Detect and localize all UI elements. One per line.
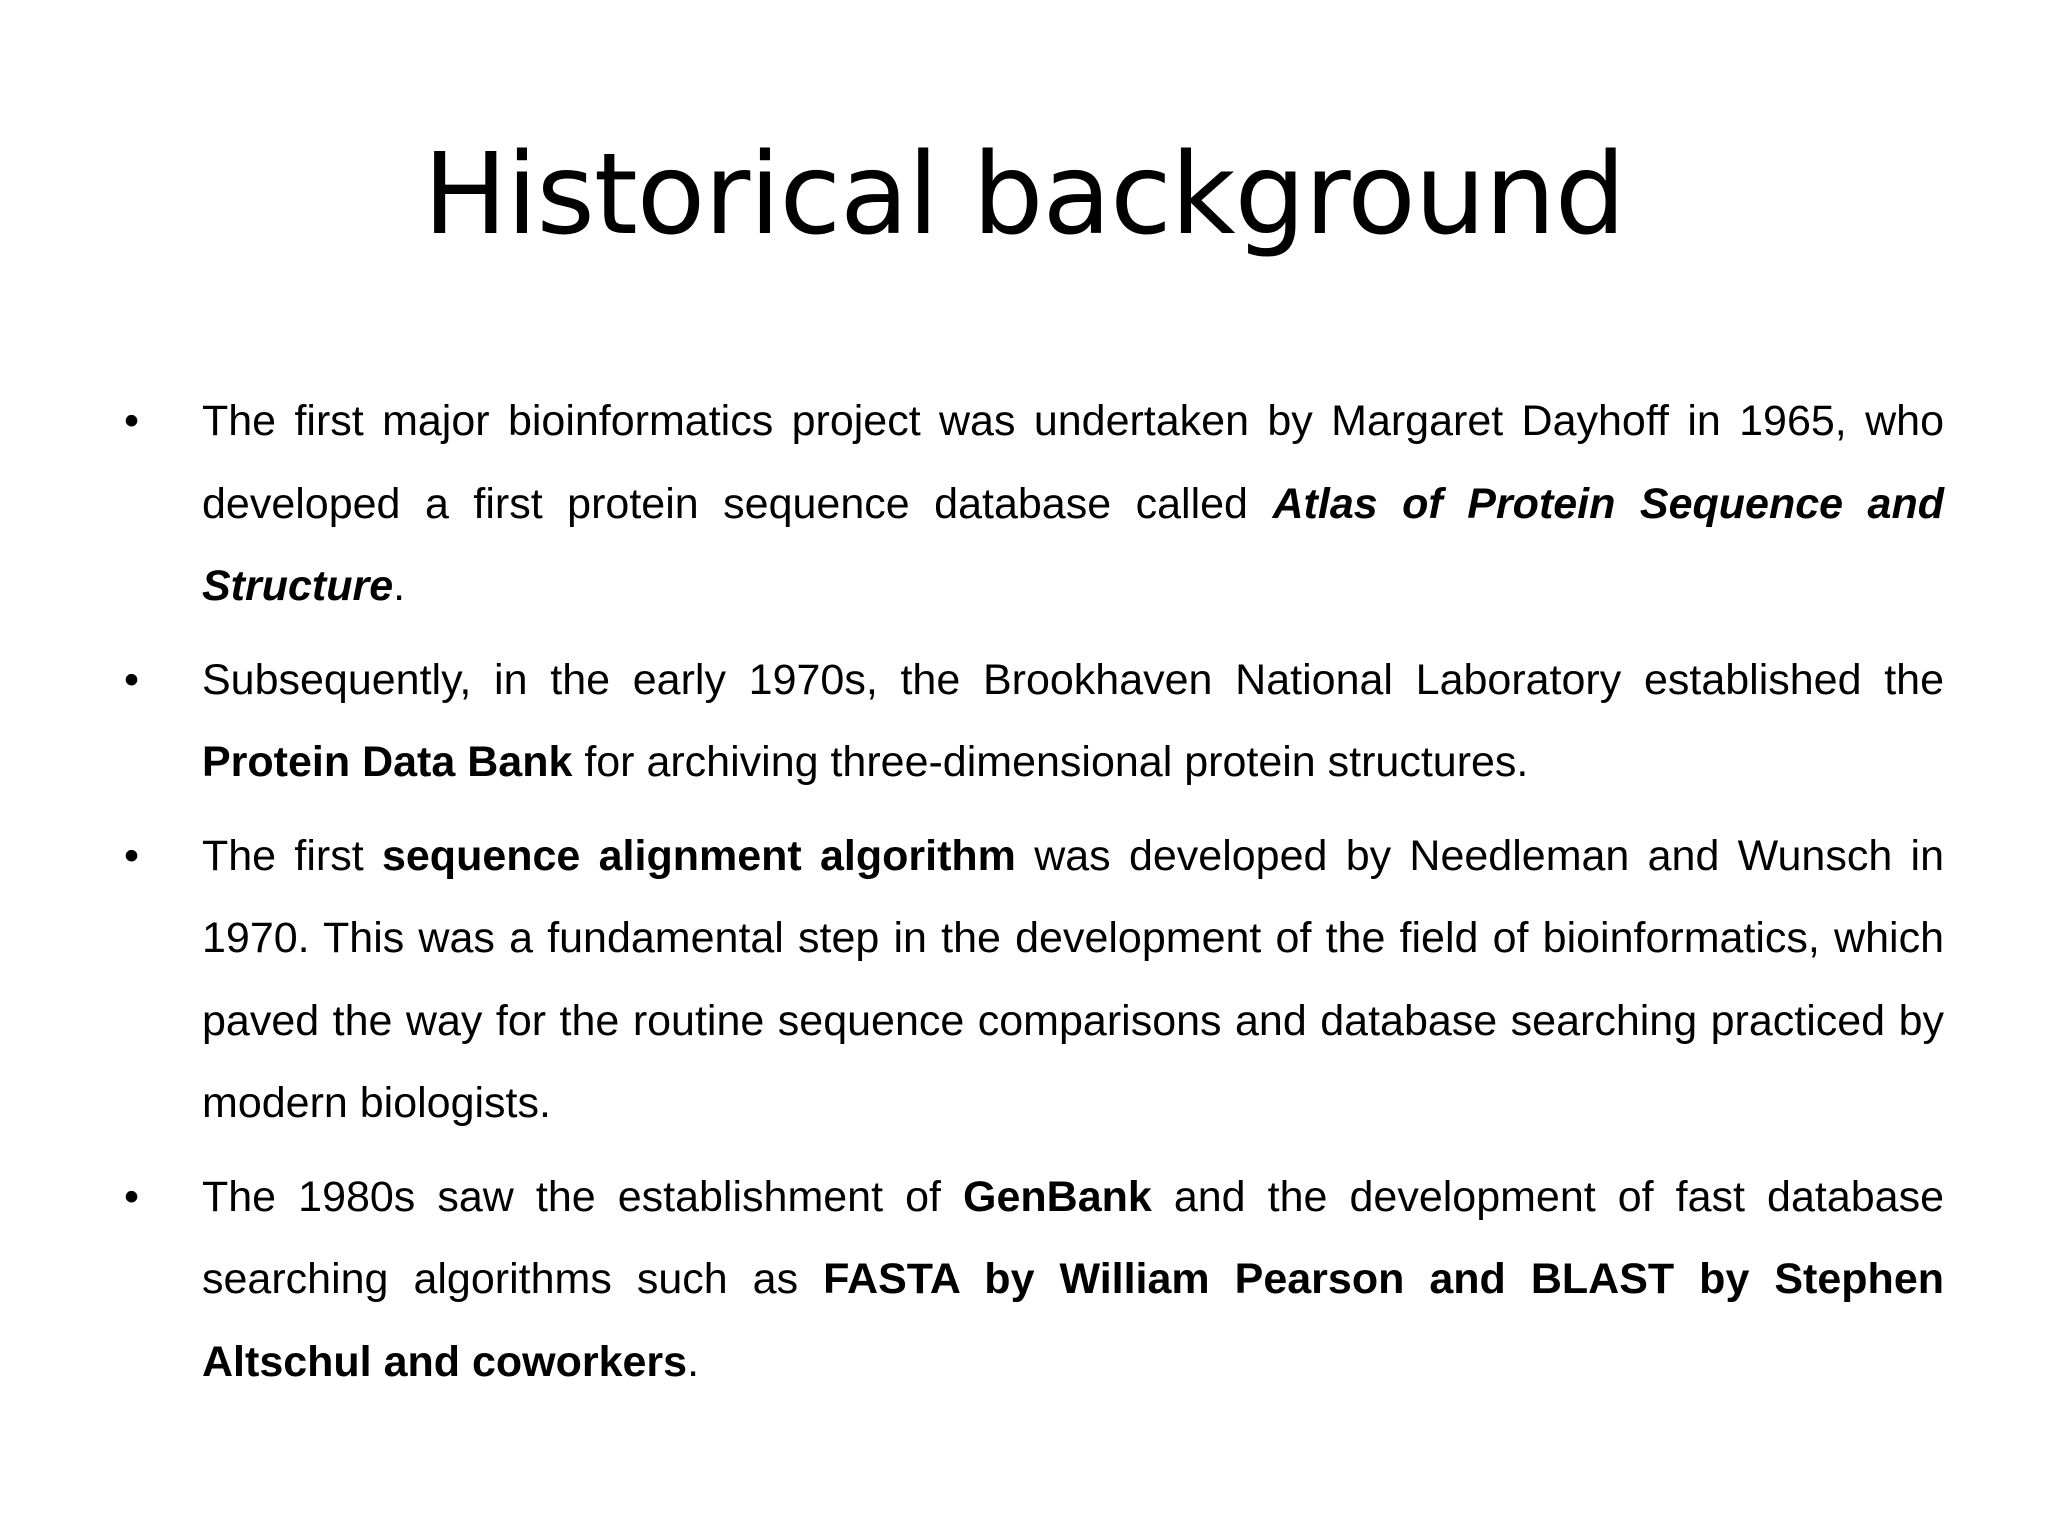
bullet-marker: •: [124, 397, 140, 445]
bullet-text: was developed by Needleman and Wunsch in 1970. This was a fundamental step in the development of the field of bioinformatics, which paved the way for the routine sequence comparisons and database searching practiced by modern biologists.: [202, 831, 1944, 1127]
bullet-text-bold: Protein Data Bank: [202, 738, 573, 786]
bullet-text: The first: [202, 831, 382, 880]
bullet-item: [124, 380, 1945, 628]
bullet-text: The first major bioinformatics project was undertaken by Margaret Dayhoff in 1965, who developed a first protein sequence database called: [202, 397, 1944, 528]
bullet-text-bold-italic: Atlas of Protein Sequence and Structure: [202, 479, 1945, 610]
bullet-marker: •: [124, 655, 140, 704]
bullet-item: [124, 1156, 1944, 1404]
bullet-item: [124, 639, 1944, 804]
bullet-text: .: [687, 1337, 700, 1386]
bullet-text: The 1980s saw the establishment of: [202, 1172, 964, 1221]
bullet-text-bold: sequence alignment algorithm: [381, 831, 1016, 880]
bullet-marker: •: [124, 1172, 140, 1221]
slide-title: Historical background: [423, 130, 1625, 260]
bullet-list: [0, 380, 2048, 1414]
bullet-marker: •: [124, 831, 140, 880]
bullet-text: Subsequently, in the early 1970s, the Brookhaven National Laboratory established the: [202, 655, 1944, 704]
bullet-text-bold: GenBank: [963, 1172, 1152, 1221]
bullet-text-bold: FASTA by William Pearson and BLAST by Stephen Altschul and coworkers: [202, 1255, 1944, 1386]
bullet-text: .: [393, 562, 406, 610]
bullet-text: for archiving three-dimensional protein structures.: [572, 738, 1529, 786]
bullet-item: [124, 815, 1944, 1145]
bullet-text: and the development of fast database searching algorithms such as: [202, 1172, 1944, 1303]
